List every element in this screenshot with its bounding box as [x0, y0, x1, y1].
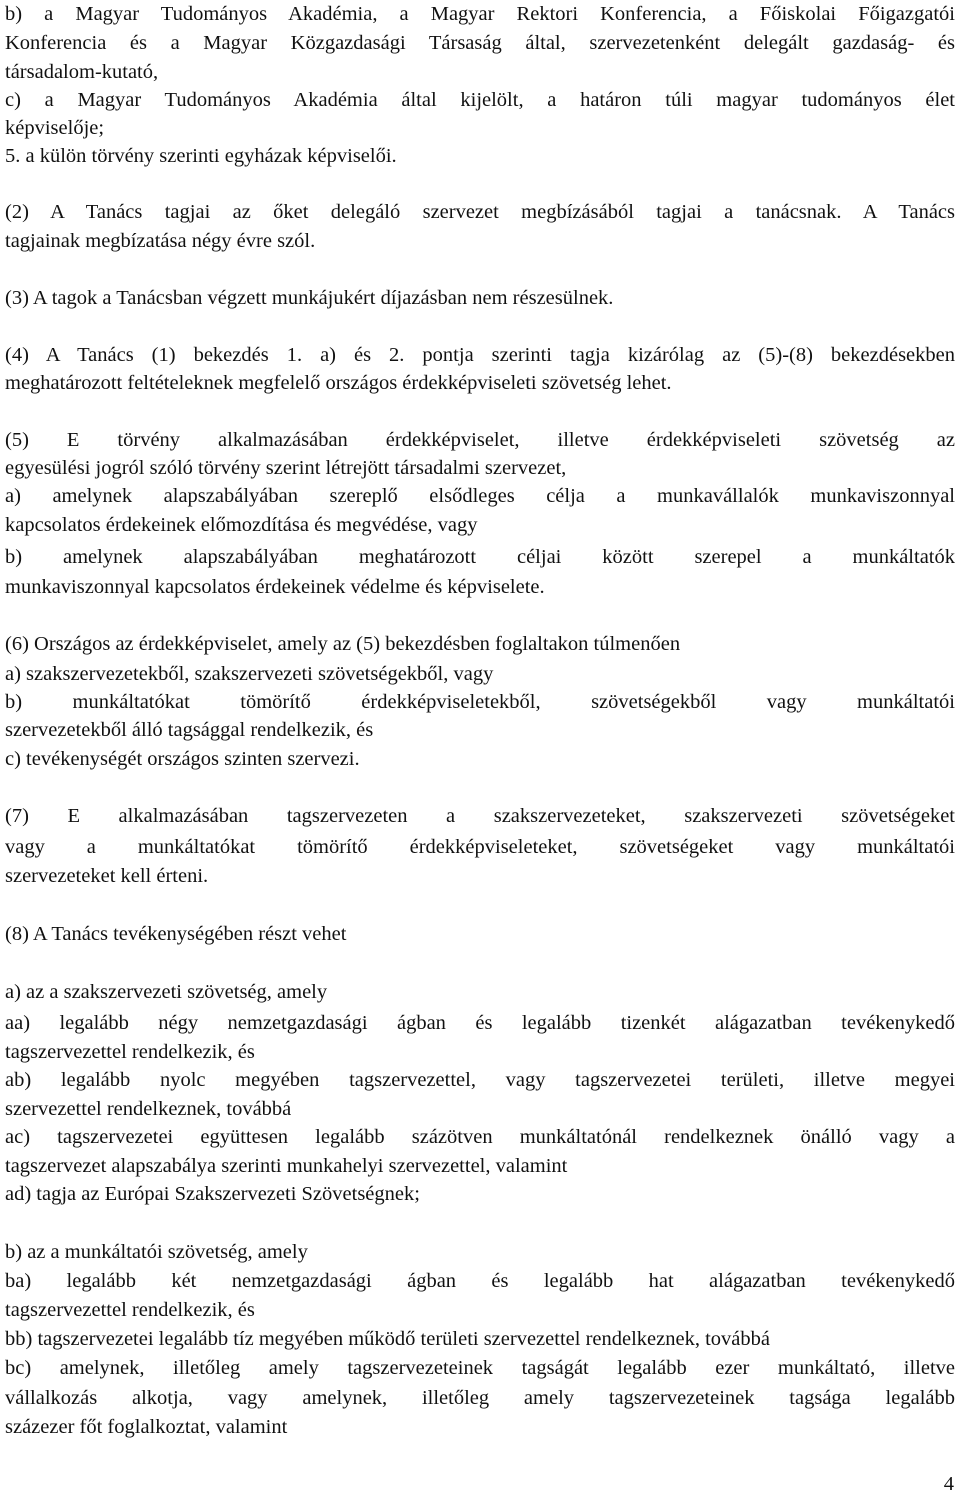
text-line: aa) legalább négy nemzetgazdasági ágban és legalább tizenkét alágazatban tevékenykedő [5, 1012, 955, 1034]
page-number: 4 [943, 1473, 954, 1495]
text-line: a) az a szakszervezeti szövetség, amely [5, 981, 328, 1003]
text-line: (8) A Tanács tevékenységében részt vehet [5, 923, 347, 945]
text-line: ad) tagja az Európai Szakszervezeti Szövetségnek; [5, 1183, 420, 1205]
text-line: (7) E alkalmazásában tagszervezeten a szakszervezeteket, szakszervezeti szövetségeket [5, 805, 955, 827]
text-line: szervezettel rendelkeznek, továbbá [5, 1098, 292, 1120]
text-line: tagszervezettel rendelkezik, és [5, 1299, 255, 1321]
text-line: társadalom-kutató, [5, 61, 159, 83]
text-line: képviselője; [5, 117, 105, 139]
text-line: b) az a munkáltatói szövetség, amely [5, 1241, 308, 1263]
text-line: szervezetekből álló tagsággal rendelkezik, és [5, 719, 374, 741]
text-line: (3) A tagok a Tanácsban végzett munkájukért díjazásban nem részesülnek. [5, 287, 614, 309]
text-line: Konferencia és a Magyar Közgazdasági Társaság által, szervezetenként delegált gazdaság- és [5, 32, 955, 54]
text-line: b) munkáltatókat tömörítő érdekképviseletekből, szövetségekből vagy munkáltatói [5, 691, 955, 713]
text-line: tagjainak megbízatása négy évre szól. [5, 230, 316, 252]
text-line: (5) E törvény alkalmazásában érdekképviselet, illetve érdekképviseleti szövetség az [5, 429, 955, 451]
text-line: 5. a külön törvény szerinti egyházak képviselői. [5, 145, 397, 167]
text-line: egyesülési jogról szóló törvény szerint létrejött társadalmi szervezet, [5, 457, 567, 479]
text-line: munkaviszonnyal kapcsolatos érdekeinek védelme és képviselete. [5, 576, 545, 598]
text-line: bb) tagszervezetei legalább tíz megyében működő területi szervezettel rendelkeznek, továbbá [5, 1328, 770, 1350]
text-line: (2) A Tanács tagjai az őket delegáló szervezet megbízásából tagjai a tanácsnak. A Tanács [5, 201, 955, 223]
text-line: tagszervezettel rendelkezik, és [5, 1041, 255, 1063]
text-line: ab) legalább nyolc megyében tagszervezettel, vagy tagszervezetei területi, illetve megyei [5, 1069, 955, 1091]
text-line: ac) tagszervezetei együttesen legalább százötven munkáltatónál rendelkeznek önálló vagy a [5, 1126, 955, 1148]
text-line: tagszervezet alapszabálya szerinti munkahelyi szervezettel, valamint [5, 1155, 568, 1177]
text-line: c) a Magyar Tudományos Akadémia által kijelölt, a határon túli magyar tudományos élet [5, 89, 955, 111]
text-line: bc) amelynek, illetőleg amely tagszervezeteinek tagságát legalább ezer munkáltató, illetve [5, 1357, 955, 1379]
text-line: a) amelynek alapszabályában szereplő elsődleges célja a munkavállalók munkaviszonnyal [5, 485, 955, 507]
text-line: a) szakszervezetekből, szakszervezeti szövetségekből, vagy [5, 663, 494, 685]
text-line: (6) Országos az érdekképviselet, amely az (5) bekezdésben foglaltakon túlmenően [5, 633, 681, 655]
text-line: százezer főt foglalkoztat, valamint [5, 1416, 288, 1438]
text-line: ba) legalább két nemzetgazdasági ágban és legalább hat alágazatban tevékenykedő [5, 1270, 955, 1292]
text-line: szervezeteket kell érteni. [5, 865, 209, 887]
text-line: vállalkozás alkotja, vagy amelynek, illetőleg amely tagszervezeteinek tagsága legalább [5, 1387, 955, 1409]
text-line: b) amelynek alapszabályában meghatározott céljai között szerepel a munkáltatók [5, 546, 955, 568]
text-line: kapcsolatos érdekeinek előmozdítása és megvédése, vagy [5, 514, 478, 536]
text-line: vagy a munkáltatókat tömörítő érdekképviseleteket, szövetségeket vagy munkáltatói [5, 836, 955, 858]
text-line: meghatározott feltételeknek megfelelő országos érdekképviseleti szövetség lehet. [5, 372, 672, 394]
text-line: (4) A Tanács (1) bekezdés 1. a) és 2. pontja szerinti tagja kizárólag az (5)-(8) bekezdésekben [5, 344, 955, 366]
text-line: c) tevékenységét országos szinten szervezi. [5, 748, 360, 770]
text-line: b) a Magyar Tudományos Akadémia, a Magyar Rektori Konferencia, a Főiskolai Főigazgatói [5, 3, 955, 25]
